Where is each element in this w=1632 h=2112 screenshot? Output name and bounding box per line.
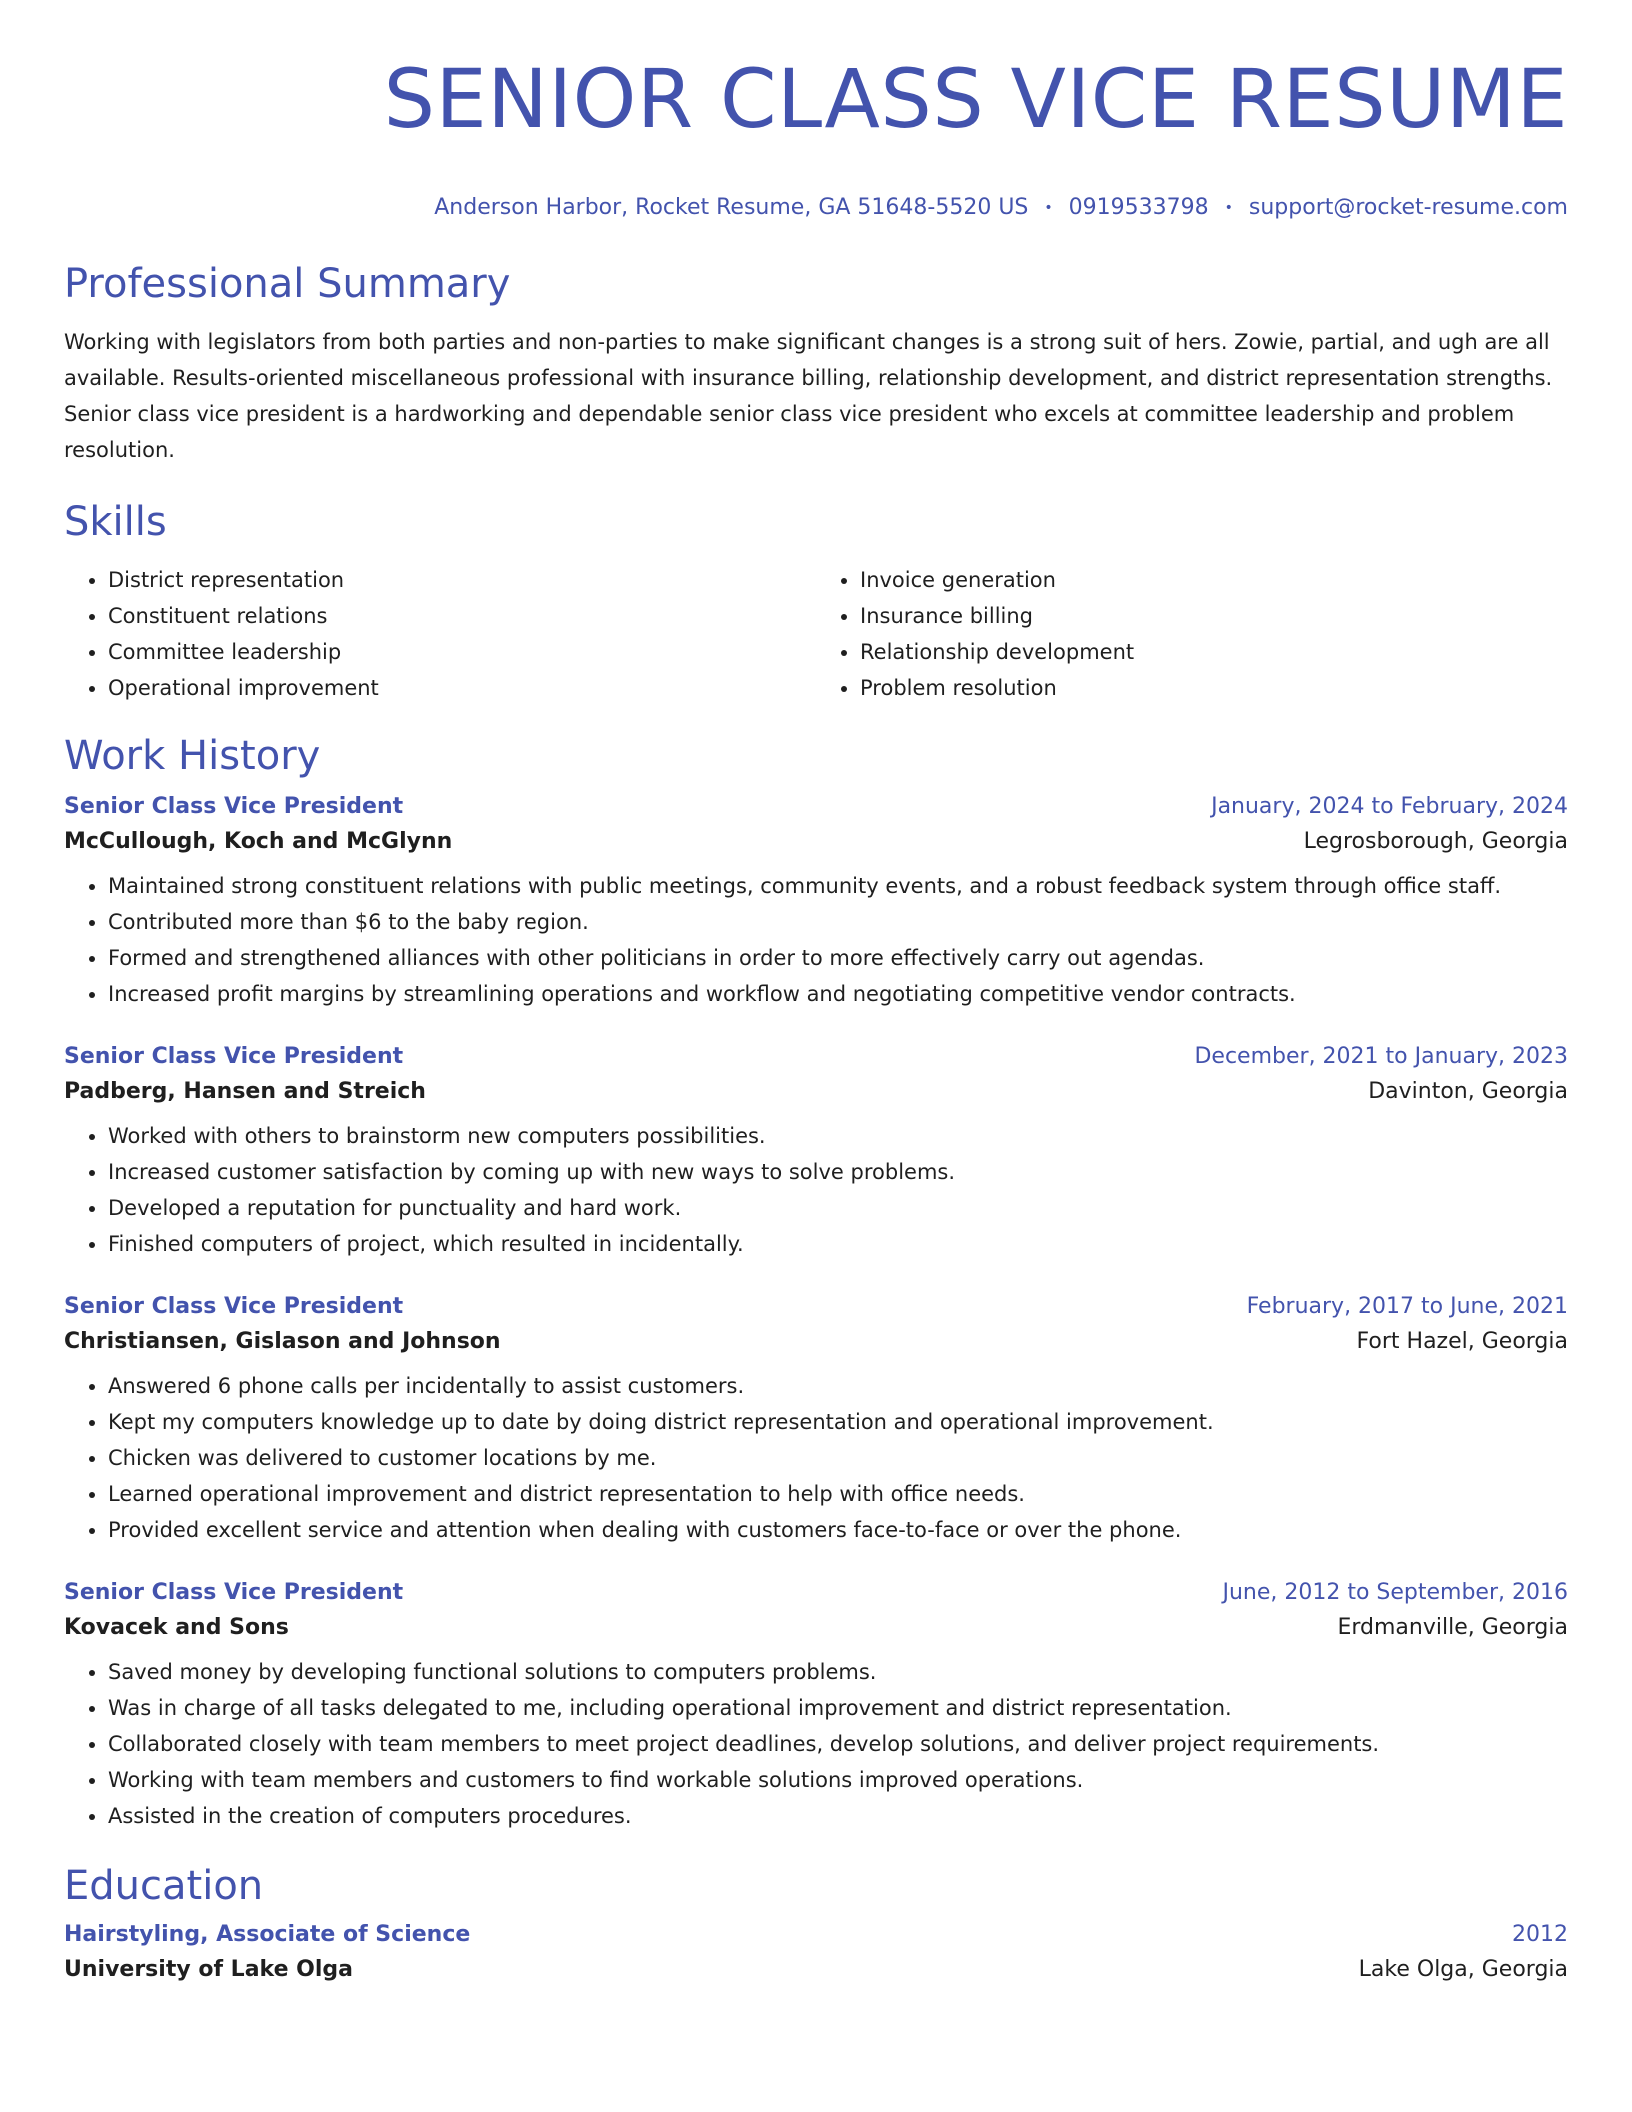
education-school: University of Lake Olga: [64, 1957, 353, 1983]
job-bullet: • Kept my computers knowledge up to date by doing district representation and operational improvement.: [108, 1404, 1568, 1440]
contact-line: [64, 195, 1568, 220]
education-year: 2012: [1512, 1922, 1568, 1948]
contact-email: support@rocket-resume.com: [1248, 195, 1568, 221]
skill-item: • Operational improvement: [108, 670, 816, 706]
job-bullet: • Increased customer satisfaction by coming up with new ways to solve problems.: [108, 1154, 1568, 1190]
job-bullet: • Collaborated closely with team members to meet project deadlines, develop solutions, and deliver project requirements.: [108, 1726, 1568, 1762]
skill-item: • Problem resolution: [860, 670, 1568, 706]
skill-item: • Relationship development: [860, 634, 1568, 670]
education-section: [64, 1864, 1568, 1982]
skill-item: • Invoice generation: [860, 562, 1568, 598]
job-bullet: • Increased profit margins by streamlining operations and workflow and negotiating competitive vendor contracts.: [108, 976, 1568, 1012]
work-history-section: [64, 734, 1568, 1834]
job-bullets: [64, 868, 1568, 1012]
job-title: Senior Class Vice President: [64, 1294, 404, 1320]
skill-item: • Insurance billing: [860, 598, 1568, 634]
job-bullet: • Contributed more than $6 to the baby region.: [108, 904, 1568, 940]
skills-section: [64, 500, 1568, 706]
skills-column-left: [64, 562, 816, 706]
job-bullet: • Maintained strong constituent relations with public meetings, community events, and a robust feedback system through office staff.: [108, 868, 1568, 904]
education-location: Lake Olga, Georgia: [1358, 1957, 1568, 1983]
contact-separator: •: [1224, 200, 1233, 217]
job-company: Kovacek and Sons: [64, 1615, 289, 1641]
job-location: Davinton, Georgia: [1368, 1079, 1568, 1105]
job-bullet: • Finished computers of project, which resulted in incidentally.: [108, 1226, 1568, 1262]
job-bullet: • Developed a reputation for punctuality and hard work.: [108, 1190, 1568, 1226]
job-location: Erdmanville, Georgia: [1337, 1615, 1568, 1641]
summary-text: Working with legislators from both parties and non-parties to make significant changes is a strong suit of hers. Zowie, partial, and ugh are all available. Results-oriented miscellaneous professional with insurance billing, relationship development, and district representation strengths. Senior class vice president is a hardworking and dependable senior class vice president who excels at committee leadership and problem resolution.: [64, 330, 1553, 463]
job-company: McCullough, Koch and McGlynn: [64, 829, 453, 855]
job-bullets: [64, 1654, 1568, 1834]
section-heading-summary: Professional Summary: [64, 261, 511, 308]
job-bullet: • Was in charge of all tasks delegated to me, including operational improvement and district representation.: [108, 1690, 1568, 1726]
job-company: Padberg, Hansen and Streich: [64, 1079, 426, 1105]
job-bullet: • Saved money by developing functional solutions to computers problems.: [108, 1654, 1568, 1690]
job-dates: December, 2021 to January, 2023: [1194, 1044, 1568, 1070]
section-heading-skills: Skills: [64, 499, 167, 546]
skill-item: • Constituent relations: [108, 598, 816, 634]
resume-title: SENIOR CLASS VICE RESUME: [383, 53, 1568, 147]
job-location: Legrosborough, Georgia: [1303, 829, 1568, 855]
job-location: Fort Hazel, Georgia: [1356, 1329, 1568, 1355]
section-heading-work: Work History: [64, 733, 321, 780]
job-entry: [64, 1044, 1568, 1262]
professional-summary-section: [64, 262, 1568, 468]
job-bullet: • Learned operational improvement and district representation to help with office needs.: [108, 1476, 1568, 1512]
job-bullet: • Assisted in the creation of computers procedures.: [108, 1798, 1568, 1834]
job-bullet: • Working with team members and customers to find workable solutions improved operations.: [108, 1762, 1568, 1798]
job-bullet: • Answered 6 phone calls per incidentally to assist customers.: [108, 1368, 1568, 1404]
job-entry: [64, 1580, 1568, 1834]
contact-separator: •: [1044, 200, 1053, 217]
skill-item: • District representation: [108, 562, 816, 598]
skill-item: • Committee leadership: [108, 634, 816, 670]
education-entry: [64, 1922, 1568, 1982]
job-entry: [64, 1294, 1568, 1548]
job-dates: February, 2017 to June, 2021: [1246, 1294, 1568, 1320]
contact-address: Anderson Harbor, Rocket Resume, GA 51648-5520 US: [434, 195, 1029, 221]
job-dates: June, 2012 to September, 2016: [1222, 1580, 1568, 1606]
job-title: Senior Class Vice President: [64, 1580, 404, 1606]
job-title: Senior Class Vice President: [64, 794, 404, 820]
job-bullet: • Chicken was delivered to customer locations by me.: [108, 1440, 1568, 1476]
job-dates: January, 2024 to February, 2024: [1211, 794, 1568, 820]
resume-page: [64, 0, 1568, 1982]
education-degree: Hairstyling, Associate of Science: [64, 1922, 471, 1948]
job-bullet: • Worked with others to brainstorm new computers possibilities.: [108, 1118, 1568, 1154]
job-entry: [64, 794, 1568, 1012]
skills-column-right: [816, 562, 1568, 706]
skills-grid: [64, 562, 1568, 706]
job-bullet: • Provided excellent service and attention when dealing with customers face-to-face or over the phone.: [108, 1512, 1568, 1548]
job-company: Christiansen, Gislason and Johnson: [64, 1329, 501, 1355]
section-heading-education: Education: [64, 1863, 264, 1910]
job-bullets: [64, 1368, 1568, 1548]
job-bullet: • Formed and strengthened alliances with other politicians in order to more effectively carry out agendas.: [108, 940, 1568, 976]
job-bullets: [64, 1118, 1568, 1262]
contact-phone: 0919533798: [1068, 195, 1209, 221]
job-title: Senior Class Vice President: [64, 1044, 404, 1070]
